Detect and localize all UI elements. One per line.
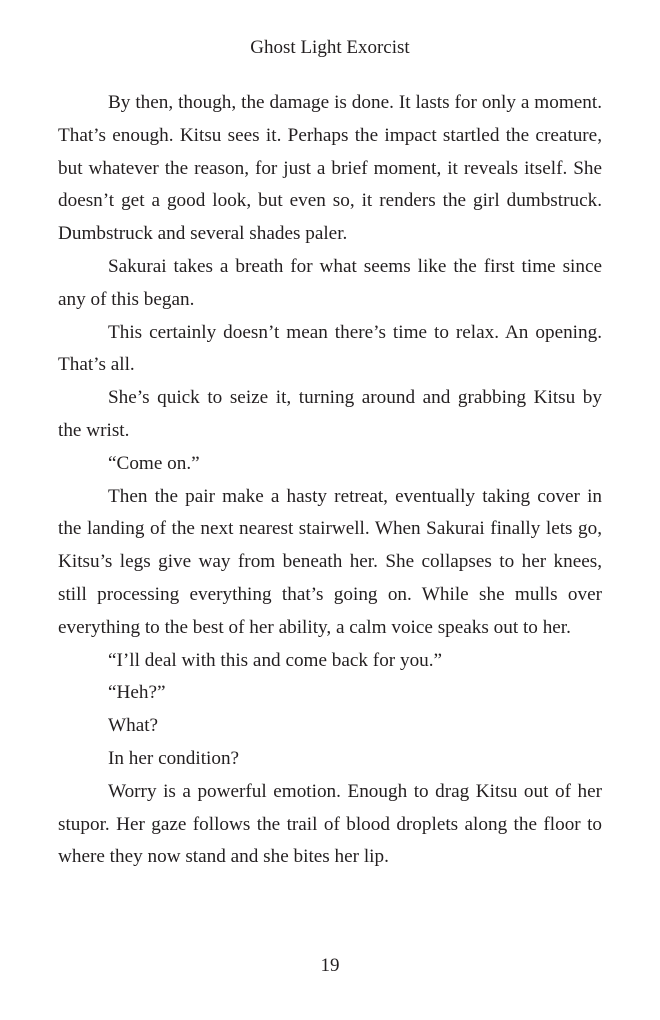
paragraph: “Heh?” [108,682,166,704]
paragraph: This certainly doesn’t mean there’s time to relax. An opening. That’s all. [58,321,602,376]
paragraph: “I’ll deal with this and come back for you.” [108,649,443,671]
paragraph: She’s quick to seize it, turning around and grabbing Kitsu by the wrist. [58,387,602,441]
page-number: 19 [320,955,340,976]
paragraph: What? [108,715,159,737]
running-head-title: Ghost Light Exorcist [250,37,410,58]
paragraph: Then the pair make a hasty retreat, eventually taking cover in the landing of the next nearest stairwell. When Sakurai finally lets go, Kitsu’s legs give way from beneath her. She collapses to her knees, still processing everything that’s going on. While she mulls over everything to the best of her ability, a calm voice speaks out to her. [58,485,602,638]
paragraph: Sakurai takes a breath for what seems like the first time since any of this began. [58,255,602,310]
paragraph: “Come on.” [108,452,200,474]
paragraph: Worry is a powerful emotion. Enough to drag Kitsu out of her stupor. Her gaze follows the trail of blood droplets along the floor to where they now stand and she bites her lip. [58,780,602,868]
paragraph: By then, though, the damage is done. It lasts for only a moment. That’s enough. Kitsu sees it. Perhaps the impact startled the creature, but whatever the reason, for just a brief moment, it reveals itself. She doesn’t get a good look, but even so, it renders the girl dumbstruck. Dumbstruck and several shades paler. [58,92,602,245]
body-text [58,87,602,874]
paragraph: In her condition? [108,747,240,769]
